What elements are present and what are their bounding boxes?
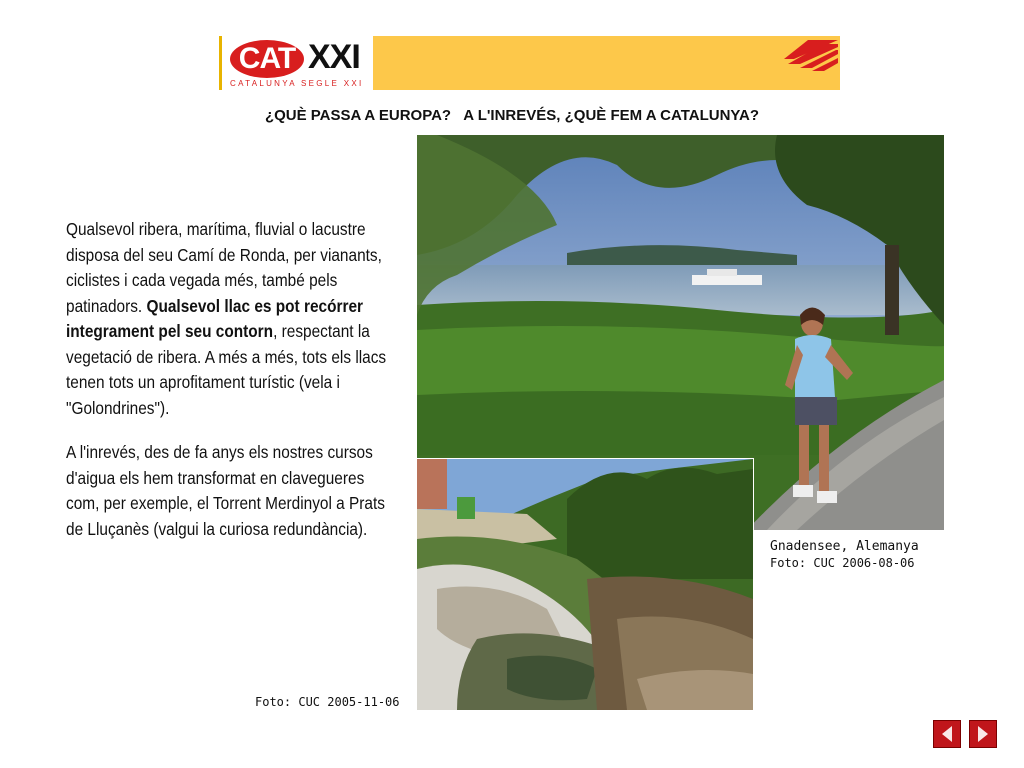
photo-torrent-merdinyol [417, 458, 754, 710]
photo1-caption [770, 538, 919, 572]
p1-bold: Qualsevol llac es pot recórrer integrament pel seu contorn [66, 295, 364, 341]
catxxi-logo [219, 36, 371, 90]
previous-button[interactable] [933, 720, 961, 748]
title-left: ¿QUÈ PASSA A EUROPA? [264, 107, 452, 124]
arrow-right-icon [970, 721, 996, 747]
logo-tagline: CATALUNYA SEGLE XXI [230, 79, 364, 88]
logo-xxi: XXI [308, 38, 360, 76]
photo2-credit: Foto: CUC 2005-11-06 [255, 695, 400, 709]
header-banner [219, 36, 840, 90]
photo1-credit: Foto: CUC 2006-08-06 [770, 556, 915, 570]
p1-end: , respectant la vegetació de ribera. A més a més, tots els llacs tenen tots un aprofitament turístic (vela i "Golondrines"). [66, 321, 387, 418]
article-text [66, 217, 400, 561]
photo1-place: Gnadensee, Alemanya [770, 539, 919, 554]
arrow-left-icon [934, 721, 960, 747]
paragraph-1 [66, 217, 400, 421]
banner-bar [373, 36, 840, 90]
paragraph-2: A l'inrevés, des de fa anys els nostres cursos d'aigua els hem transformat en clavegueres com, per exemple, el Torrent Merdinyol a Prats de Lluçanès (valgui la curiosa redundància). [66, 442, 385, 539]
p1-start: Qualsevol ribera, marítima, fluvial o lacustre disposa del seu Camí de Ronda, per vianants, ciclistes i cada vegada més, també pels patinadors. [66, 219, 382, 316]
title-right: A L'INREVÉS, ¿QUÈ FEM A CATALUNYA? [463, 107, 760, 124]
next-button[interactable] [969, 720, 997, 748]
logo-cat: CAT [230, 40, 304, 78]
page-title [0, 107, 1024, 124]
senyera-stripes-icon [778, 38, 838, 74]
